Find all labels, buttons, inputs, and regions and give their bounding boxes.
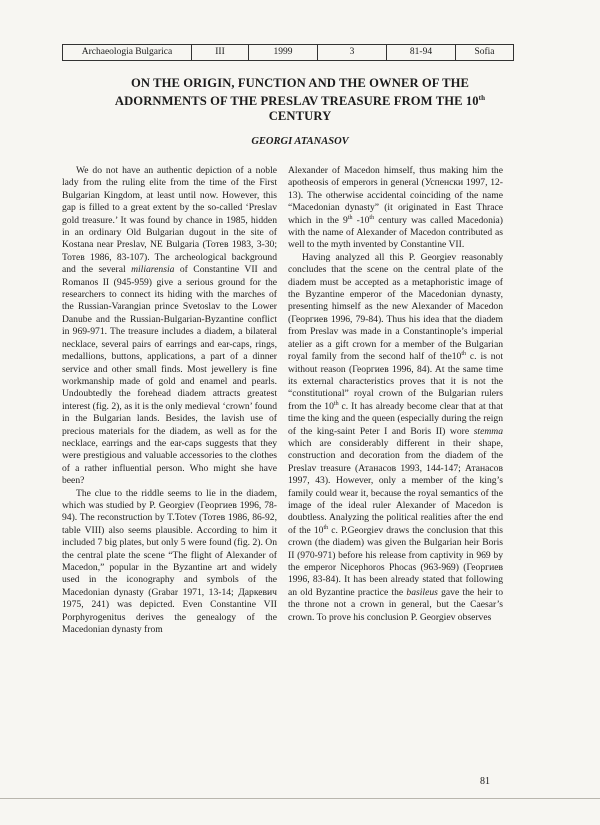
left-column <box>62 165 277 636</box>
journal-city: Sofia <box>456 45 514 61</box>
paragraph: The clue to the riddle seems to lie in the diadem, which was studied by P. Georgiev (Георгиев 1996, 78-94). The reconstruction by T.Totev (Тотев 1986, 86-92, table VIII) also seems plausible. According to him it included 7 big plates, but only 5 were found (fig. 2). On the central plate the scene “The flight of Alexander of Macedon,” popular in the Byzantine art and widely used in the iconography and symbols of the Macedonian dynasty (Grabar 1971, 13-14; Даркевич 1975, 241) was depicted. Even Constantine VII Porphyrogenitus derives the genealogy of the Macedonian dynasty from <box>62 487 277 636</box>
journal-volume: III <box>192 45 249 61</box>
right-column <box>288 165 503 624</box>
journal-pages: 81-94 <box>387 45 456 61</box>
journal-year: 1999 <box>249 45 318 61</box>
title-line-3: CENTURY <box>268 109 332 124</box>
scan-edge-divider <box>0 798 600 799</box>
paragraph: Alexander of Macedon himself, thus making him the apotheosis of emperors in general (Успенски 1997, 12-13). The otherwise accidental coinciding of the name “Macedonian dynasty” (it originated in East Thrace which in the 9th -10th century was called Macedonia) with the name of Alexander of Macedon contributed as well to the myth invented by Constantine VII. <box>288 165 503 251</box>
article-title <box>70 76 530 124</box>
title-line-2: ADORNMENTS OF THE PRESLAV TREASURE FROM THE 10th <box>114 94 486 109</box>
journal-name: Archaeologia Bulgarica <box>63 45 192 61</box>
journal-header-table <box>62 44 514 61</box>
title-line-1: ON THE ORIGIN, FUNCTION AND THE OWNER OF THE <box>130 76 470 90</box>
journal-issue: 3 <box>318 45 387 61</box>
author-name: GEORGI ATANASOV <box>251 136 349 147</box>
paragraph: Having analyzed all this P. Georgiev reasonably concludes that the scene on the central plate of the diadem must be accepted as a metaphoristic image of the Byzantine emperor of the Macedonian dynasty, presenting himself as the new Alexander of Macedon (Георгиев 1996, 79-84). Thus his idea that the diadem from Preslav was made in a Constantinople’s imperial atelier as a gift crown for a member of the Bulgarian royal family from the second half of the10th c. is not without reason (Георгиев 1996, 84). At the same time its external characteristics proves that it is not the “constitutional” royal crown of the Bulgarian rulers from the 10th c. It has already become clear that at that time the king and the queen (especially during the reign of the king-saint Peter I and Boris II) wore stemma which are considerably different in their shape, construction and decoration from the diadem of the Preslav treasure (Атанасов 1993, 144-147; Атанасов 1997, 43). However, only a member of the king’s family could wear it, because the royal semantics of the image of the ideal ruler Alexander of Macedon is doubtless. Analyzing the political realities after the end of the 10th c. P.Georgiev draws the conclusion that this crown (the diadem) was given the Bulgarian heir Boris II (970-971) before his release from captivity in 969 by the emperor Nicephoros Phocas (963-969) (Георгиев 1996, 83-84). It has been already stated that following an old Byzantine practice the basileus gave the heir to the throne not a crown in general, but the Caesar’s crown. To prove his conclusion P. Georgiev observes <box>288 251 504 623</box>
paragraph: We do not have an authentic depiction of a noble lady from the ruling elite from the time of the First Bulgarian Kingdom, at least until now. However, this gap is filled to a great extent by the so-called ‘Preslav gold treasure.’ It was found by chance in 1985, hidden in an ordinary Old Bulgarian dugout in the site of Kostana near Preslav, NE Bulgaria (Тотев 1983, 3-30; Тотев 1986, 83-107). The archeological background and the several miliarensia of Constantine VII and Romanos II (945-959) give a serious ground for the researchers to connect its hiding with the marches of the Russian-Varangian prince Svetoslav to the Lower Danube and the Russian-Bulgarian-Byzantine conflict in 969-971. The treasure includes a diadem, a bilateral necklace, several pairs of earrings and ear-caps, rings, medallions, buttons, applications, a part of a dinner service and other small finds. Most jewellery is fine workmanship made of gold and enamel and pearls. Undoubtedly the forehead diadem attracts greatest interest (fig. 2), as it is the only medieval ‘crown’ found in the Bulgarian lands. Besides, the lavish use of precious materials for the diadem, as well as for the necklace, earrings and the ear-caps suggests that they were prestigious and valuable accessories to the clothes of a rather influential person. Who might she have been? <box>62 165 277 487</box>
page-number: 81 <box>480 776 490 787</box>
